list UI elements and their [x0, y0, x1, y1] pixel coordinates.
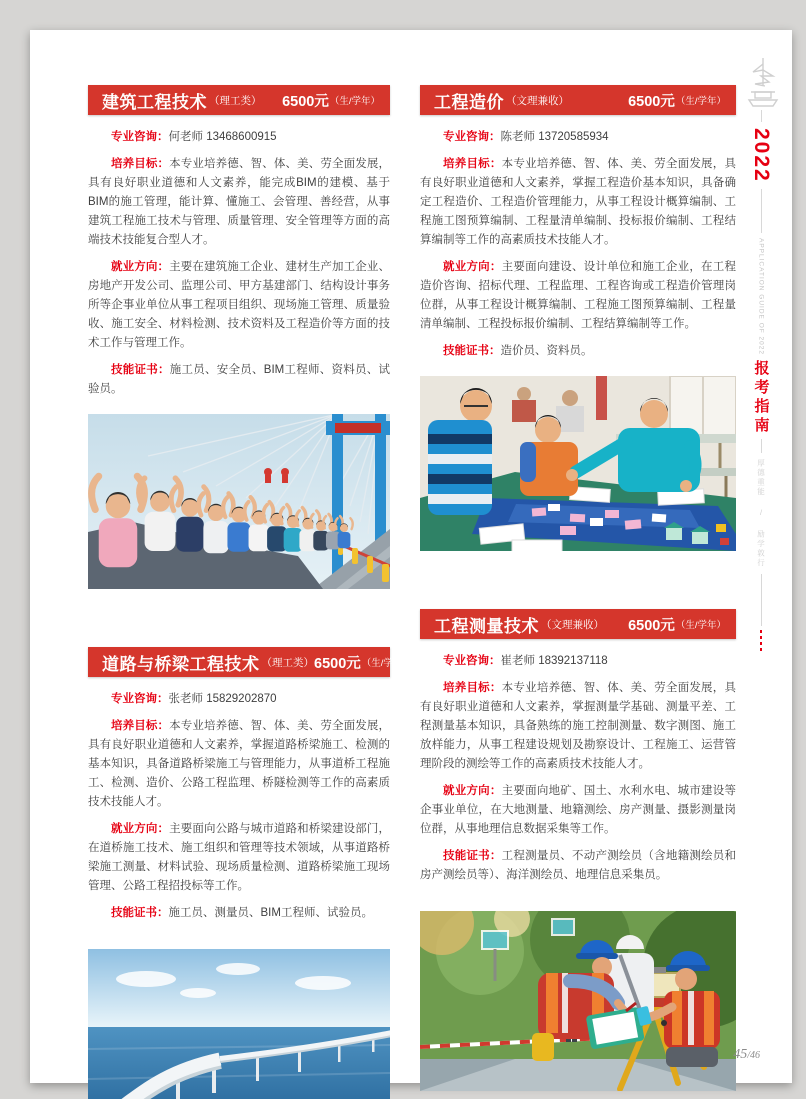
program-banner: [420, 85, 736, 115]
page-number-total: /46: [747, 1050, 760, 1061]
program-tuition-unit: （生/学年）: [675, 620, 726, 631]
goal-label: 培养目标：: [443, 158, 502, 170]
sidebar-year: 2022: [750, 128, 773, 183]
cert-label: 技能证书：: [111, 907, 169, 919]
goal-value: 本专业培养德、智、体、美、劳全面发展，具有良好职业道德和人文素养，掌握道路桥梁施工、检测的基本知识，具备道路桥梁施工与管理能力，从事道桥工程施工、检测、造价、公路工程监理、桥隧检测等工作的高素质技术技能人才。: [88, 720, 391, 808]
career-label: 就业方向：: [111, 823, 170, 835]
program-tuition: 6500元: [628, 93, 675, 110]
career-value: 主要面向地矿、国土、水利水电、城市建设等企事业单位，在大地测量、地籍测绘、房产测量、摄影测量岗位群，从事地理信息数据采集等工作。: [420, 785, 737, 835]
program-tuition: 6500元: [628, 617, 675, 634]
career-line: [88, 820, 390, 896]
divider: [761, 189, 762, 233]
consult-label: 专业咨询：: [443, 131, 501, 143]
goal-line: [88, 155, 390, 250]
consult-value: 崔老师 18392137118: [500, 655, 608, 667]
goal-label: 培养目标：: [111, 720, 170, 732]
career-value: 主要面向公路与城市道路和桥梁建设部门，在道桥施工技术、施工组织和管理等技术领域，从事道路桥梁施工测量、材料试验、现场质量检测、道路桥梁施工现场管理、公路工程招投标等工作。: [88, 823, 391, 892]
program-category: （文理兼收）: [506, 94, 569, 107]
program-card-survey: [420, 609, 736, 1091]
goal-value: 本专业培养德、智、体、美、劳全面发展，具有良好职业道德和人文素养，掌握测量学基础、测量平差、工程测量基本知识，具备熟练的施工控制测量、数字测图、施工放样能力，从事工程建设规划及勘察设计、工程施工、运营管理阶段的测绘等工作的高素质技术技能人才。: [420, 682, 737, 770]
cert-label: 技能证书：: [443, 345, 501, 357]
program-card-cost: [420, 85, 736, 551]
program-category: （理工类）: [261, 656, 314, 669]
sidebar-motto: 厚德重能 / 励学敦行: [756, 458, 766, 568]
cert-label: 技能证书：: [443, 850, 502, 862]
program-tuition: 6500元: [282, 93, 329, 110]
photo-students-model-table: [420, 376, 736, 551]
consult-line: [88, 128, 390, 147]
program-title: 工程造价: [434, 92, 504, 112]
consult-line: [88, 690, 390, 709]
career-line: [420, 782, 736, 839]
page-content: [88, 85, 736, 1099]
sidebar-guide-en: APPLICATION GUIDE OF 2022: [757, 237, 765, 355]
program-category: （文理兼收）: [541, 618, 604, 631]
sidebar-guide-cn: 报考指南: [752, 359, 770, 436]
goal-label: 培养目标：: [443, 682, 502, 694]
cert-line: [88, 904, 390, 923]
goal-line: [88, 717, 390, 812]
cert-value: 施工员、测量员、BIM工程师、试验员。: [168, 907, 373, 919]
cert-line: [88, 361, 390, 399]
program-title: 建筑工程技术: [102, 92, 207, 112]
cert-line: [420, 342, 736, 361]
monument-icon: [743, 56, 779, 110]
program-tuition: 6500元: [314, 655, 361, 672]
cert-label: 技能证书：: [111, 364, 170, 376]
career-line: [420, 258, 736, 334]
consult-label: 专业咨询：: [443, 655, 501, 667]
cert-value: 施工员、安全员、BIM工程师、资料员、试验员。: [88, 364, 390, 395]
career-value: 主要在建筑施工企业、建材生产加工企业、房地产开发公司、监理公司、甲方基建部门、结构设计事务所等企事业单位从事工程项目组织、现场施工管理、质量验收、施工安全、材料检测、技术资料及工程造价等方面的技术工作与管理工作。: [88, 261, 391, 349]
consult-value: 何老师 13468600915: [168, 131, 277, 143]
consult-label: 专业咨询：: [111, 693, 169, 705]
goal-label: 培养目标：: [111, 158, 170, 170]
consult-value: 张老师 15829202870: [168, 693, 277, 705]
program-title: 工程测量技术: [434, 616, 539, 636]
consult-line: [420, 128, 736, 147]
program-banner: [420, 609, 736, 639]
cert-value: 工程测量员、不动产测绘员（含地籍测绘员和房产测绘员等）、海洋测绘员、地理信息采集员。: [420, 850, 737, 881]
divider: [761, 110, 762, 122]
photo-sea-bridge: [88, 949, 390, 1099]
program-banner: [88, 647, 412, 677]
career-label: 就业方向：: [443, 261, 502, 273]
page-sheet: [30, 30, 792, 1083]
program-card-construction: [88, 85, 390, 589]
career-label: 就业方向：: [111, 261, 170, 273]
career-value: 主要面向建设、设计单位和施工企业，在工程造价咨询、招标代理、工程监理、工程咨询或工程造价管理岗位群，从事工程设计概算编制、工程施工图预算编制、工程量清单编制、工程投标报价编制、工程结算编制等工作。: [420, 261, 737, 330]
program-card-road-bridge: [88, 647, 412, 1099]
goal-value: 本专业培养德、智、体、美、劳全面发展，具有良好职业道德和人文素养，掌握工程造价基本知识，具备确定工程造价、工程造价管理能力，从事工程设计概算编制、工程施工图预算编制、工程量清单编制、投标报价编制、工程结算编制等工作的高素质技术技能人才。: [420, 158, 737, 246]
goal-value: 本专业培养德、智、体、美、劳全面发展，具有良好职业道德和人文素养，能完成BIM的建模、基于BIM的施工管理，能计算、懂施工、会管理、善经营，从事建筑工程施工技术与管理、质量管理、安全管理等方面的高端技术技能复合型人才。: [88, 158, 391, 246]
consult-value: 陈老师 13720585934: [500, 131, 609, 143]
program-tuition-unit: （生/学年）: [361, 658, 412, 669]
cert-line: [420, 847, 736, 885]
program-tuition-unit: （生/学年）: [675, 96, 726, 107]
divider: [761, 574, 762, 626]
goal-line: [420, 155, 736, 250]
photo-surveyors: [420, 911, 736, 1091]
page-number: [733, 1045, 760, 1063]
program-tuition-unit: （生/学年）: [329, 96, 380, 107]
career-line: [88, 258, 390, 353]
photo-students-on-bridge: [88, 414, 390, 589]
career-label: 就业方向：: [443, 785, 502, 797]
goal-line: [420, 679, 736, 774]
page-number-current: 45: [733, 1047, 748, 1062]
program-title: 道路与桥梁工程技术: [102, 654, 260, 674]
sidebar: [738, 56, 784, 654]
consult-line: [420, 652, 736, 671]
consult-label: 专业咨询：: [111, 131, 169, 143]
right-column: [420, 85, 736, 1099]
red-dots-ornament: [760, 630, 762, 654]
left-column: [88, 85, 412, 1099]
cert-value: 造价员、资料员。: [500, 345, 593, 357]
program-banner: [88, 85, 390, 115]
divider: [761, 439, 762, 453]
program-category: （理工类）: [209, 94, 262, 107]
